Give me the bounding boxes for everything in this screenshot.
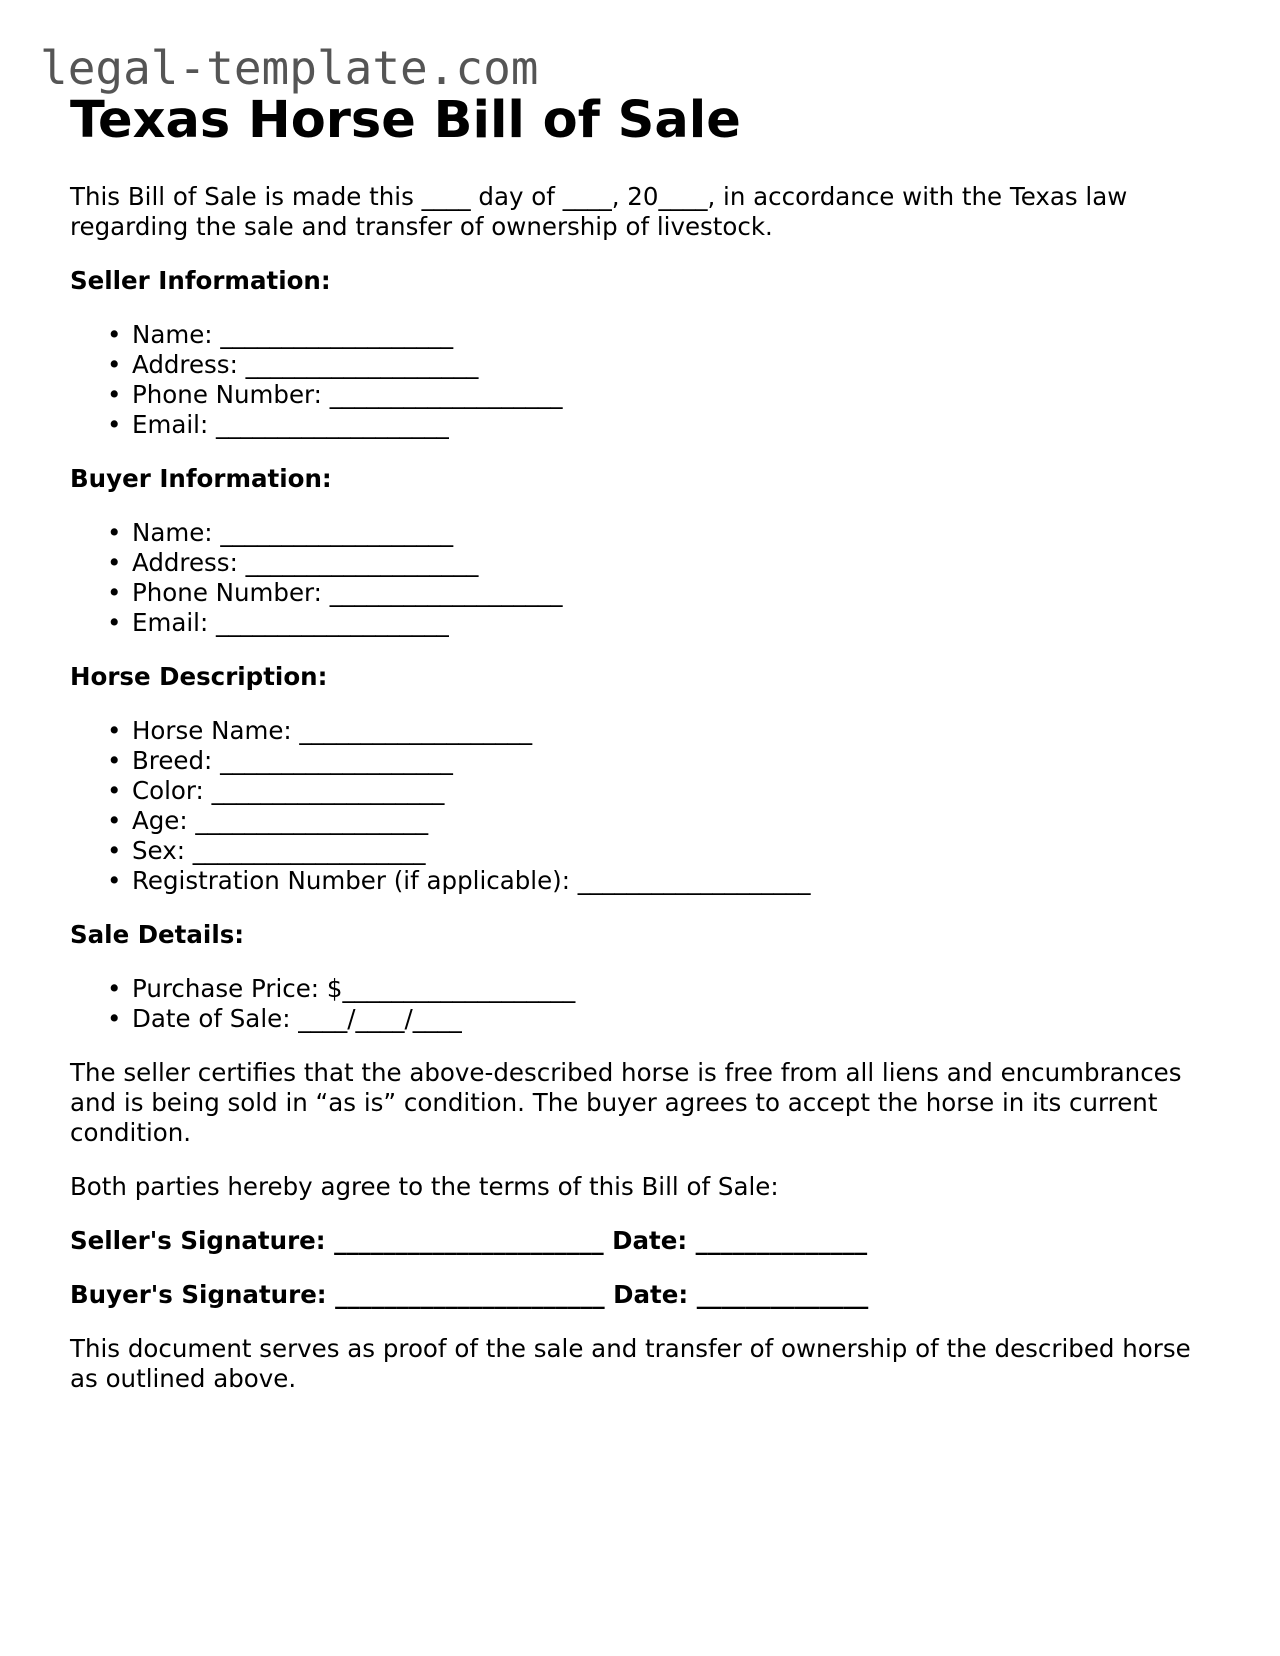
bullet: • xyxy=(107,320,122,349)
seller-fields-list xyxy=(70,320,1220,440)
horse-color-field xyxy=(70,776,1220,806)
buyer-fields-list xyxy=(70,518,1220,638)
bullet: • xyxy=(107,578,122,607)
seller-name-field xyxy=(70,320,1220,350)
field-text: Email: ___________________ xyxy=(132,410,449,439)
bullet: • xyxy=(107,548,122,577)
bullet: • xyxy=(107,716,122,745)
field-text: Breed: ___________________ xyxy=(132,746,453,775)
seller-address-field xyxy=(70,350,1220,380)
bullet: • xyxy=(107,974,122,1003)
field-text: Age: ___________________ xyxy=(132,806,429,835)
seller-email-field xyxy=(70,410,1220,440)
horse-registration-field xyxy=(70,866,1220,896)
field-text: Phone Number: ___________________ xyxy=(132,578,563,607)
bullet: • xyxy=(107,776,122,805)
buyer-address-field xyxy=(70,548,1220,578)
horse-name-field xyxy=(70,716,1220,746)
field-text: Phone Number: ___________________ xyxy=(132,380,563,409)
field-text: Horse Name: ___________________ xyxy=(132,716,533,745)
intro-paragraph: This Bill of Sale is made this ____ day of ____, 20____, in accordance with the Texas law regarding the sale and transfer of ownership of livestock. xyxy=(70,182,1128,241)
field-text: Date of Sale: ____/____/____ xyxy=(132,1004,462,1033)
buyer-phone-field xyxy=(70,578,1220,608)
field-text: Address: ___________________ xyxy=(132,350,479,379)
field-text: Email: ___________________ xyxy=(132,608,449,637)
field-text: Name: ___________________ xyxy=(132,320,454,349)
date-of-sale-field xyxy=(70,1004,1220,1034)
bullet: • xyxy=(107,836,122,865)
buyer-heading: Buyer Information: xyxy=(70,464,332,493)
field-text: Address: ___________________ xyxy=(132,548,479,577)
horse-sex-field xyxy=(70,836,1220,866)
bullet: • xyxy=(107,518,122,547)
purchase-price-field xyxy=(70,974,1220,1004)
buyer-signature-line: Buyer's Signature: ______________________ Date: ______________ xyxy=(70,1280,869,1309)
document-title: Texas Horse Bill of Sale xyxy=(70,91,741,150)
sale-fields-list xyxy=(70,974,1220,1034)
closing-paragraph: This document serves as proof of the sale and transfer of ownership of the described horse as outlined above. xyxy=(70,1334,1191,1393)
bullet: • xyxy=(107,608,122,637)
field-text: Sex: ___________________ xyxy=(132,836,426,865)
agreement-paragraph: Both parties hereby agree to the terms of this Bill of Sale: xyxy=(70,1172,779,1201)
field-text: Name: ___________________ xyxy=(132,518,454,547)
document-body xyxy=(70,88,1220,1418)
horse-fields-list xyxy=(70,716,1220,896)
field-text: Purchase Price: $___________________ xyxy=(132,974,576,1003)
bullet: • xyxy=(107,806,122,835)
buyer-name-field xyxy=(70,518,1220,548)
seller-heading: Seller Information: xyxy=(70,266,331,295)
bullet: • xyxy=(107,350,122,379)
field-text: Registration Number (if applicable): ___________________ xyxy=(132,866,811,895)
bullet: • xyxy=(107,410,122,439)
horse-breed-field xyxy=(70,746,1220,776)
sale-heading: Sale Details: xyxy=(70,920,245,949)
field-text: Color: ___________________ xyxy=(132,776,445,805)
horse-age-field xyxy=(70,806,1220,836)
seller-signature-line: Seller's Signature: ______________________ Date: ______________ xyxy=(70,1226,868,1255)
bullet: • xyxy=(107,380,122,409)
buyer-email-field xyxy=(70,608,1220,638)
seller-phone-field xyxy=(70,380,1220,410)
watermark-text: legal-template.com xyxy=(40,41,539,95)
certification-paragraph: The seller certifies that the above-described horse is free from all liens and encumbrances and is being sold in “as is” condition. The buyer agrees to accept the horse in its current condition. xyxy=(70,1058,1182,1147)
bullet: • xyxy=(107,1004,122,1033)
bullet: • xyxy=(107,746,122,775)
bullet: • xyxy=(107,866,122,895)
horse-heading: Horse Description: xyxy=(70,662,328,691)
